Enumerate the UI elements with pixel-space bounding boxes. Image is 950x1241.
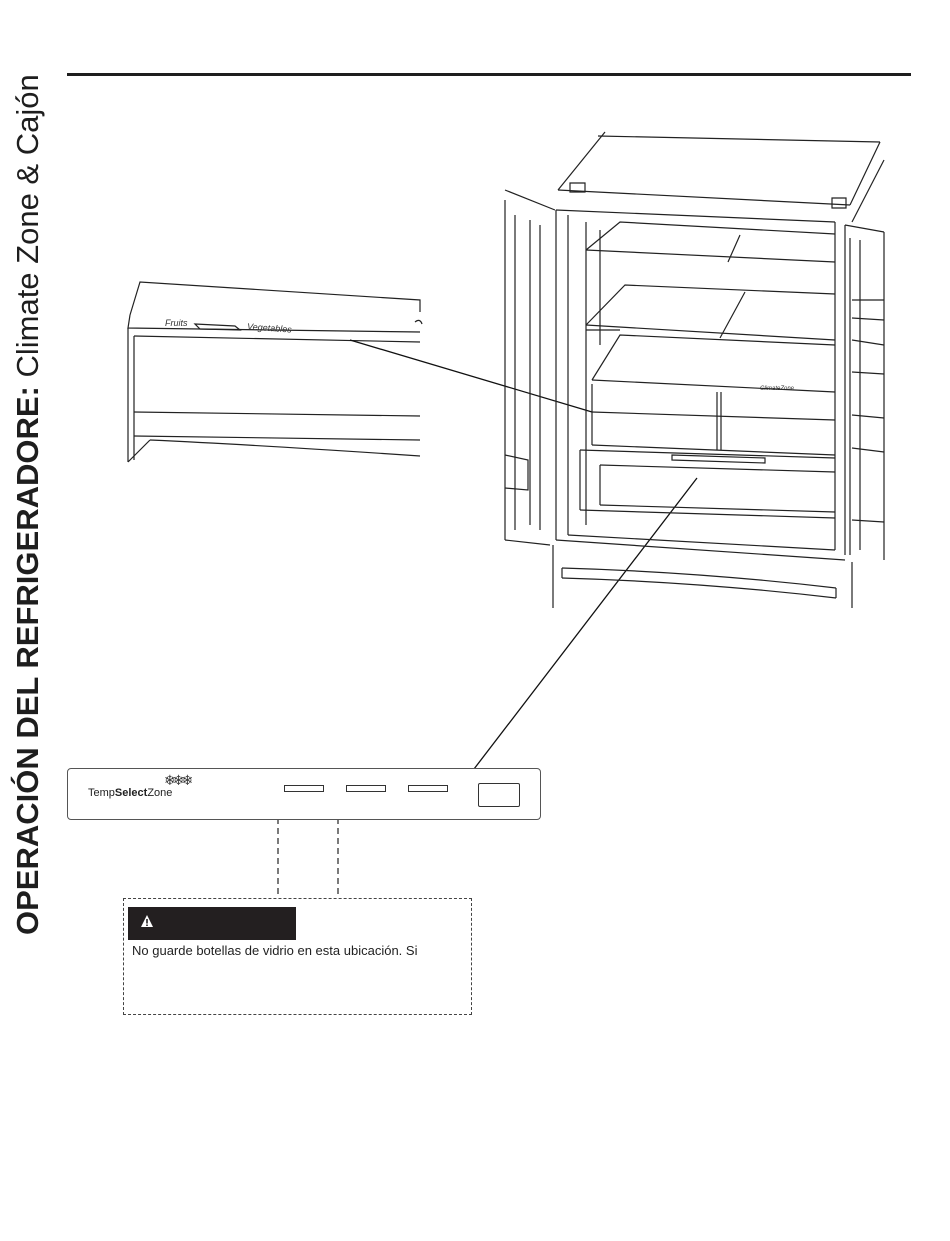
logo-prefix: Temp <box>88 787 115 799</box>
warning-text: No guarde botellas de vidrio en esta ubicación. Si <box>132 943 418 958</box>
warning-header <box>128 907 296 940</box>
warning-triangle-icon <box>140 914 154 928</box>
temp-button-1[interactable] <box>284 785 324 792</box>
open-refrigerator-illustration <box>505 132 884 608</box>
drawer-label-vegetables: Vegetables <box>246 321 292 335</box>
drawer-label-fruits: Fruits <box>165 318 188 328</box>
temp-button-3[interactable] <box>408 785 448 792</box>
logo-bold: Select <box>114 787 148 799</box>
logo-suffix: Zone <box>147 787 173 799</box>
warning-box <box>123 898 472 1015</box>
fridge-drawer-brand: ClimateZone <box>760 386 795 392</box>
temp-select-control-panel <box>67 768 541 820</box>
temp-button-2[interactable] <box>346 785 386 792</box>
section-title-rest: Climate Zone & Cajón <box>10 74 45 387</box>
temp-display <box>478 783 520 807</box>
drawer-closeup-illustration <box>128 282 422 462</box>
section-title-bold: OPERACIÓN DEL REFRIGERADORE: <box>10 386 45 935</box>
snowflake-icon: ❄❄❄ <box>164 772 191 788</box>
temp-select-logo <box>88 787 172 799</box>
